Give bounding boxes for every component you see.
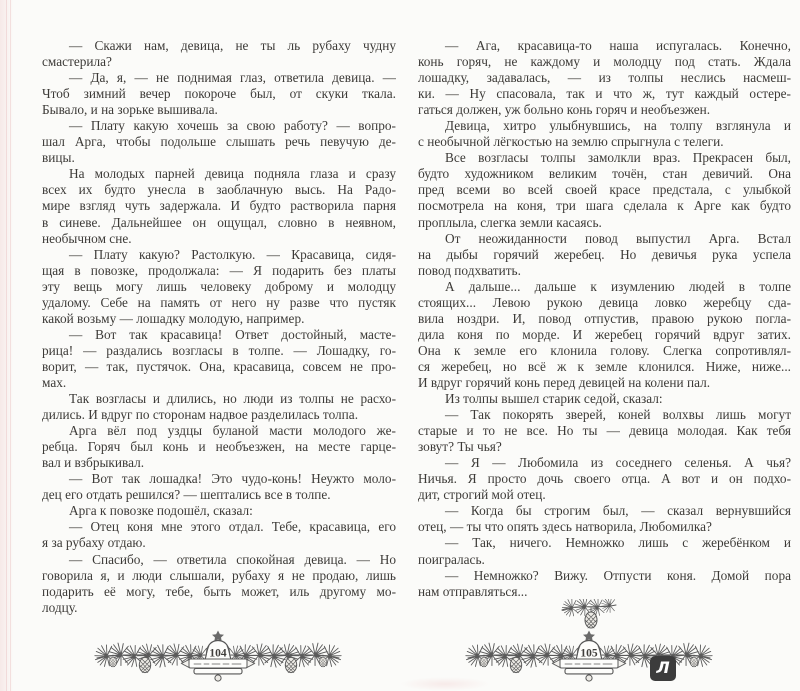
- text-line: вила ноздри. И, повод отпустив, правою рукою погла-: [418, 310, 791, 326]
- text-line: Арга вёл под уздцы буланой масти молодого же-: [69, 423, 396, 439]
- text-line: — Скажи нам, девица, не ты ль рубаху чудну: [69, 38, 396, 53]
- text-line: всех их будто унесла в заоблачную высь. На Радо-: [42, 182, 396, 198]
- text-line: Все возгласы толпы замолкли враз. Прекрасен был,: [445, 150, 791, 166]
- text-line: смастерила?: [42, 54, 112, 70]
- text-line: с необычной лёгкостью на землю спрыгнула с телеги.: [418, 134, 724, 150]
- page-number: 104: [209, 647, 227, 660]
- text-line: — Плату какую? Растолкую. — Красавица, сидя-: [69, 246, 396, 262]
- watermark-letter: Л: [656, 658, 670, 677]
- text-line: дец его отдать решился? — шептались все в толпе.: [42, 487, 331, 503]
- text-line: дила коня по морде. И жеребец горячий вдруг затих.: [418, 326, 791, 342]
- text-line: поигралась.: [418, 551, 485, 567]
- text-line: шал Арга, чтобы подольше слышать речь певучую де-: [42, 134, 396, 150]
- text-line: Девица, хитро улыбнувшись, на толпу взглянула и: [445, 118, 791, 134]
- text-line: — Да, я, — не поднимая глаз, ответила девица. —: [69, 70, 396, 86]
- text-line: На молодых парней девица подняла глаза и сразу: [69, 166, 396, 182]
- text-line: — Так покорять зверей, коней волхвы лишь могут: [445, 407, 791, 423]
- text-line: И вдруг горячий конь перед девицей на колени пал.: [418, 374, 711, 390]
- text-line: отец, — ты что опять здесь натворила, Любомилка?: [418, 519, 712, 535]
- page-104-text-column: [42, 38, 396, 616]
- scan-edge-tint: [0, 0, 16, 691]
- text-line: — Когда бы строгим был, — сказал вернувшийся: [445, 503, 791, 519]
- page-number: 105: [580, 647, 598, 660]
- text-line: рица! — раздались возгласы в толпе. — Лошадку, го-: [42, 342, 396, 358]
- text-line: Ничья. Я просто дочь своего отца. А вот и он подхо-: [418, 471, 791, 487]
- text-line: гаться должен, уж больно конь горяч и необъезжен.: [418, 102, 711, 118]
- text-line: стоящих... Левою рукою девица ловко жеребцу сда-: [418, 294, 791, 310]
- text-line: вал и взбрыкивал.: [42, 455, 145, 471]
- text-line: дит, строгий мой отец.: [418, 487, 546, 503]
- text-line: на дыбы горячий жеребец. Но девичья рука успела: [418, 246, 791, 262]
- text-line: нам отправляться...: [418, 583, 528, 599]
- text-line: ся жеребец, но всё ж к земле клонился. Ниже, ниже...: [418, 358, 791, 374]
- text-line: — Вот так красавица! Ответ достойный, масте-: [69, 326, 396, 342]
- text-line: повод подхватить.: [418, 262, 521, 278]
- text-line: ребца. Горяч был конь и необъезжен, на месте гарце-: [42, 439, 396, 455]
- text-line: мире взгляд чуть задержала. И будто растворила парня: [42, 198, 396, 214]
- text-line: будто художником великим точён, стан девичий. Она: [418, 166, 791, 182]
- footer-garland-bell-ornament: [464, 628, 714, 684]
- text-line: А дальше... дальше к изумлению людей в толпе: [445, 278, 791, 294]
- text-line: — Вот так лошадка! Это чудо-конь! Неужто моло-: [69, 471, 396, 487]
- scan-edge-line: [6, 0, 7, 691]
- text-line: конь горяч, не каждому и молодцу под стать. Ждала: [418, 54, 791, 70]
- text-line: говорила я, и люди слышали, рубаху я не продаю, лишь: [42, 567, 396, 583]
- text-line: — Отец коня мне этого отдал. Тебе, красавица, его: [69, 519, 396, 535]
- text-line: ки. — Ну спасовала, так и что ж, тут каждый остере-: [418, 86, 791, 102]
- text-line: дились. И вдруг по сторонам надвое разделилась толпа.: [42, 407, 359, 423]
- text-line: — Спасибо, — ответила спокойная девица. — Но: [69, 551, 396, 567]
- text-line: Она к земле его клонила голову. Слегка сопротивлял-: [418, 342, 791, 358]
- text-line: Арга к повозке подошёл, сказал:: [69, 503, 253, 519]
- footer-garland-bell-ornament: [93, 628, 343, 684]
- text-line: Так возгласы и длились, но люди из толпы не расхо-: [69, 391, 396, 407]
- text-line: лошадку, задавалась, — из толпы неслись насмеш-: [418, 70, 791, 86]
- text-line: проплыла, слегка земли касаясь.: [418, 214, 602, 230]
- text-line: посмотрела на коня, три шага сделала к Арге как будто: [418, 198, 791, 214]
- text-line: в синеве. Дальнейшее он ощущал, словно в неявном,: [42, 214, 396, 230]
- pine-sprig-ornament: [559, 599, 621, 631]
- text-line: старые и то не все. Но ты — девица молодая. Как тебя: [418, 423, 791, 439]
- text-line: Чтоб зимний вечер покороче был, от скуки ткала.: [42, 86, 396, 102]
- text-line: Из толпы вышел старик седой, сказал:: [445, 391, 663, 407]
- text-line: необычном сне.: [42, 230, 132, 246]
- text-line: пред всеми во всей своей красе предстала, с улыбкой: [418, 182, 791, 198]
- text-line: От неожиданности повод выпустил Арга. Встал: [445, 230, 791, 246]
- text-line: — Немножко? Вижу. Отпусти коня. Домой пора: [445, 567, 791, 583]
- text-line: — Я — Любомила из соседнего селенья. А чья?: [445, 455, 791, 471]
- text-line: ворит, — так, пустячок. Она, красавица, совсем не про-: [42, 358, 396, 374]
- text-line: мах.: [42, 374, 67, 390]
- text-line: лодцу.: [42, 599, 78, 615]
- text-line: подарить её могу, тебе, быть может, иль другому мо-: [42, 583, 396, 599]
- text-line: удалому. Себе на память от него ну разве что пустяк: [42, 294, 396, 310]
- text-line: зовут? Ты чья?: [418, 439, 502, 455]
- text-line: Бывало, и на зорьке вышивала.: [42, 102, 218, 118]
- text-line: — Плату какую хочешь за свою работу? — вопро-: [69, 118, 396, 134]
- text-line: вицы.: [42, 150, 75, 166]
- text-line: какой возьму — лошадку молодую, например.: [42, 310, 305, 326]
- page-105-text-column: [418, 38, 791, 600]
- text-line: эту вещь могу лишь человеку доброму и молодцу: [42, 278, 396, 294]
- text-line: щая в повозке, продолжала: — Я подарить без платы: [42, 262, 396, 278]
- scan-edge-line: [10, 0, 11, 691]
- text-line: — Ага, красавица-то наша испугалась. Конечно,: [445, 38, 791, 53]
- text-line: я за рубаху отдаю.: [42, 535, 146, 551]
- text-line: — Так, ничего. Немножко лишь с жеребёнком и: [445, 535, 791, 551]
- labirint-watermark-badge: [650, 656, 676, 681]
